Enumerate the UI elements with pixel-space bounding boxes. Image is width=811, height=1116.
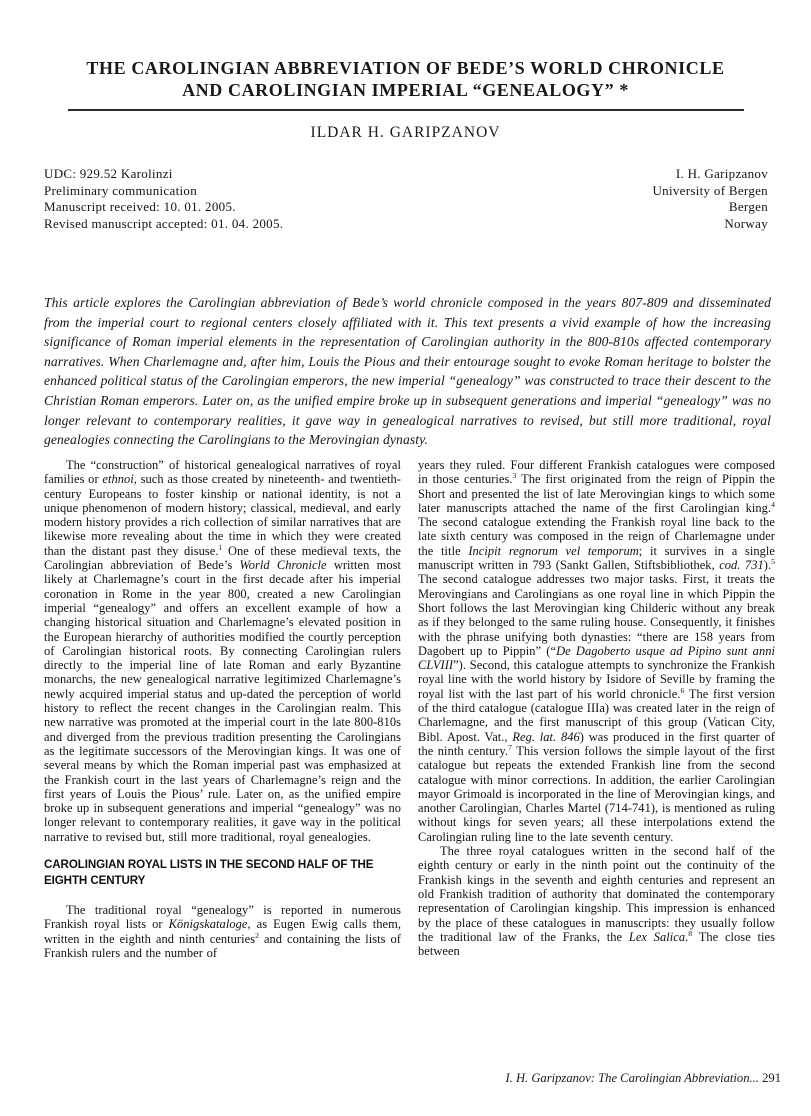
column-right [418, 458, 775, 958]
page-title [40, 57, 771, 101]
communication-type-line: Preliminary communication [44, 182, 197, 198]
paragraph-intro: The “construction” of historical genealogical narratives of royal families or ethnoi, such as those created by nineteenth- and twentieth-century Europeans to foster kinship or national identity, is not a unique phenomenon of modern history; classical, medieval, and early modern history provides a rich collection of similar narratives that are likewise more revealing about the time in which they were created than the distant past they disuse.$^1$ One of these medieval texts, the Carolingian abbreviation of Bede’s World Chronicle written most likely at Charlemagne’s court in the first decade after his imperial coronation in Rome in the year 800, created a new Carolingian imperial “genealogy” and offers an excellent example of how a changing historical situation and Charlemagne’s elevated position in the European hierarchy of authorities modified the courtly perception of Carolingian historical roots. By connecting Carolingian rulers directly to the imperial line of late Roman and early Byzantine monarchs, the new genealogical narrative legitimized Charlemagne’s newly acquired imperial status and up-dated the perception of world history to reflect the recent changes in the Carolingian realm. This new narrative was promoted at the imperial court in the late 800-810s and diverged from the previous tradition presenting the Carolingians as the legitimate successors of the Merovingian kings. It was one of several means by which the Roman imperial past was emphasized at the Frankish court in the last years of Charlemagne’s reign and the first years of Louis the Pious’ rule. Later on, as the unified empire broke up in subsequent generations and imperial “genealogy” was no longer relevant to contemporary realities, it gave way in the political narrative to revised but, still more traditional, royal genealogies. [44, 458, 401, 844]
article-header [40, 57, 771, 142]
column-left [44, 458, 401, 960]
affiliation-city-line: Bergen [728, 199, 768, 214]
metadata-block [44, 166, 768, 232]
paragraph-three-catalogues: The three royal catalogues written in the second half of the eighth century or early in the ninth point out the continuity of the Frankish kings in the seventh and eighth centuries and represent an old Frankish tradition of authority that dominated the contemporary representation of Carolingian kingship. This impression is enhanced by the place of these catalogues in manuscripts: they usually follow the traditional law of the Franks, the Lex Salica.$^8$ The close ties between [418, 844, 775, 959]
udc-line: UDC: 929.52 Karolinzi [44, 166, 173, 181]
section-heading-royal-lists: CAROLINGIAN ROYAL LISTS IN THE SECOND HALF OF THE EIGHTH CENTURY [44, 858, 374, 888]
page-title-line-2: AND CAROLINGIAN IMPERIAL “GENEALOGY” * [182, 80, 629, 100]
paragraph-royal-lists: The traditional royal “genealogy” is reported in numerous Frankish royal lists or Königskataloge, as Eugen Ewig calls them, written in the eighth and ninth centuries$^2$ and containing the lists of Frankish rulers and the number of [44, 903, 401, 960]
abstract-text: This article explores the Carolingian abbreviation of Bede’s world chronicle composed in the years 807-809 and disseminated from the imperial court to regional centers closely affiliated with it. This text presents a vivid example of how the increasing significance of Roman imperial elements in the representation of Carolingian authority in the 800-810s affected contemporary narratives. When Charlemagne and, after him, Louis the Pious and their entourage sought to evoke Roman heritage to bolster the enhanced political status of the Carolingian emperors, the new imperial “genealogy” was constructed to trace their descent to the Christian Roman emperors. Later on, as the unified empire broke up in subsequent generations and imperial “genealogy” was no longer relevant to contemporary realities, it gave way in genealogical narratives to revised, but still more traditional, royal genealogies connecting the Carolingians to the Merovingian dynasty. [44, 295, 771, 448]
affiliation-info [652, 166, 768, 232]
affiliation-country-line: Norway [724, 215, 768, 231]
running-footer [505, 1071, 781, 1086]
title-divider [68, 109, 744, 111]
footer-citation: I. H. Garipzanov: The Carolingian Abbreviation... 291 [505, 1071, 781, 1085]
page-title-line-1: THE CAROLINGIAN ABBREVIATION OF BEDE’S WORLD CHRONICLE [86, 58, 725, 78]
paragraph-catalogues: years they ruled. Four different Frankish catalogues were composed in those centuries.$^3$ The first originated from the reign of Pippin the Short and presented the list of late Merovingian kings to which some later manuscripts attached the name of the first Carolingian king.$^4$ The second catalogue extending the Frankish royal line back to the late sixth century was composed in the reign of Charlemagne under the title Incipit regnorum vel temporum; it survives in a single manuscript written in 793 (Sankt Gallen, Stiftsbibliothek, cod. 731).$^5$ The second catalogue addresses two major tasks. First, it treats the Merovingians and Carolingians as one royal line in which Pippin the Short follows the last Merovingian king Childeric without any break as if they belonged to the same ruling house. Consequently, it finishes with the phrase unifying both dynasties: “there are 158 years from Dagobert up to Pippin” (“De Dagoberto usque ad Pipino sunt anni CLVIII”). Second, this catalogue attempts to synchronize the Frankish royal line with the world history by Isidore of Seville by framing the royal list with the last part of his world chronicle.$^6$ The first version of the third catalogue (catalogue IIIa) was created later in the reign of Charlemagne, and the first manuscript of this group (Vatican City, Bibl. Apost. Vat., Reg. lat. 846) was produced in the first quarter of the ninth century.$^7$ This version follows the simple layout of the first catalogue but repeats the extended Frankish line from the second catalogue with minor corrections. In addition, the earlier Carolingian mayor Grimoald is incorporated in the line of Merovingian kings, and another Carolingian, Charles Martel (714-741), is mentioned as ruling without kings for seven years; all these interpolations extend the Carolingian ruling line to the late seventh century. [418, 458, 776, 844]
author-name: ILDAR H. GARIPZANOV [310, 124, 501, 141]
affiliation-author-line: I. H. Garipzanov [675, 166, 768, 181]
received-date-line: Manuscript received: 10. 01. 2005. [44, 199, 236, 214]
affiliation-university-line: University of Bergen [652, 182, 768, 198]
submission-info [44, 166, 283, 232]
accepted-date-line: Revised manuscript accepted: 01. 04. 2005. [44, 215, 284, 231]
